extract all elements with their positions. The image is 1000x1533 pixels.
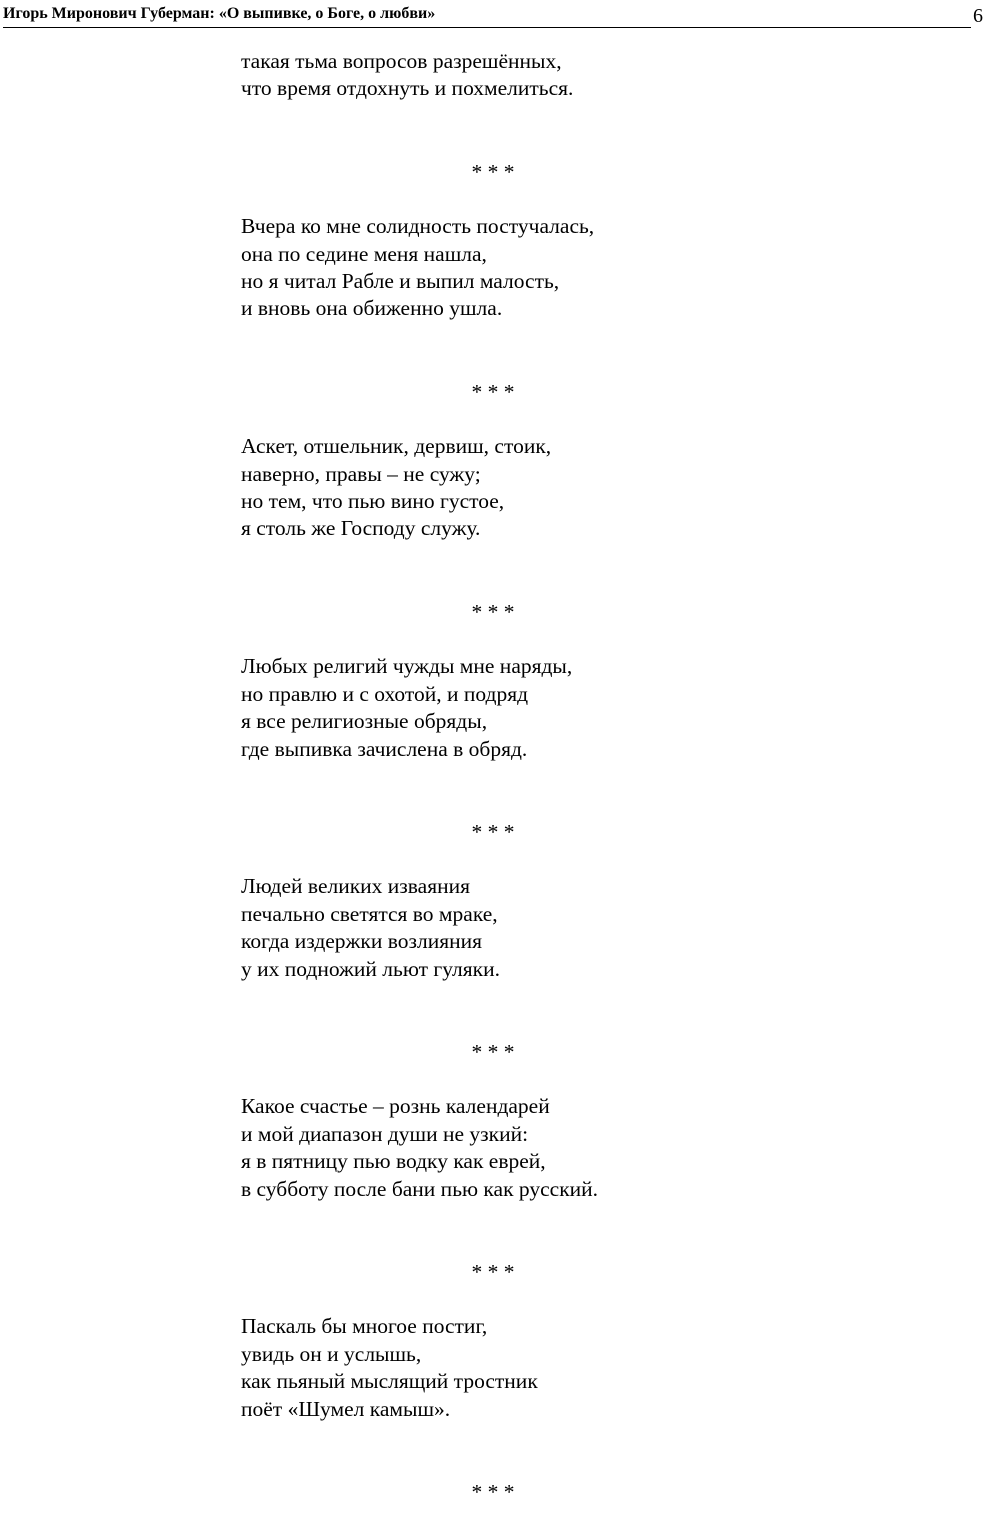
verse-line: Людей великих изваяния xyxy=(241,874,470,899)
stanza xyxy=(241,873,921,983)
stanza-separator: * * * xyxy=(471,819,515,844)
verse-line: увидь он и услышь, xyxy=(241,1341,422,1366)
verse-line: я все религиозные обряды, xyxy=(241,709,488,734)
stanza-separator: * * * xyxy=(471,379,515,404)
verse-line: но я читал Рабле и выпил малость, xyxy=(241,269,560,294)
stanza xyxy=(241,653,921,763)
verse-line: как пьяный мыслящий тростник xyxy=(241,1369,538,1394)
verse-line: я в пятницу пью водку как еврей, xyxy=(241,1149,546,1174)
verse-line: наверно, правы – не сужу; xyxy=(241,461,481,486)
stanza xyxy=(241,213,921,323)
stanza-separator: * * * xyxy=(471,599,515,624)
stanza xyxy=(241,1313,921,1423)
verse-line: но правлю и с охотой, и подряд xyxy=(241,681,529,706)
verse-line: у их подножий льют гуляки. xyxy=(241,956,500,981)
verse-line: поёт «Шумел камыш». xyxy=(241,1396,451,1421)
verse-line: такая тьма вопросов разрешённых, xyxy=(241,49,562,73)
verse-line: и мой диапазон души не узкий: xyxy=(241,1121,529,1146)
verse-line: Паскаль бы многое постиг, xyxy=(241,1314,488,1339)
stanza-separator: * * * xyxy=(471,1480,515,1504)
verse-line: что время отдохнуть и похмелиться. xyxy=(241,76,574,101)
verse-line: Аскет, отшельник, дервиш, стоик, xyxy=(241,434,552,459)
verse-line: она по седине меня нашла, xyxy=(241,241,487,266)
stanza-separator: * * * xyxy=(471,159,515,184)
verse-line: в субботу после бани пью как русский. xyxy=(241,1176,599,1201)
verse-line: когда издержки возлияния xyxy=(241,929,483,954)
page-number: 6 xyxy=(973,5,983,27)
verse-line: Любых религий чужды мне наряды, xyxy=(241,654,573,679)
verse-line: где выпивка зачислена в обряд. xyxy=(241,736,528,761)
running-header xyxy=(3,4,971,28)
header-title: Игорь Миронович Губерман: «О выпивке, о Боге, о любви» xyxy=(3,5,436,22)
verse-line: и вновь она обиженно ушла. xyxy=(241,296,503,321)
verse-line: я столь же Господу служу. xyxy=(241,516,481,541)
stanza xyxy=(241,433,921,543)
stanza xyxy=(241,1093,921,1203)
poem-body xyxy=(241,48,921,1533)
stanza-separator: * * * xyxy=(471,1039,515,1064)
stanza xyxy=(241,48,921,103)
verse-line: Вчера ко мне солидность постучалась, xyxy=(241,214,595,239)
verse-line: Какое счастье – рознь календарей xyxy=(241,1094,550,1119)
verse-line: печально светятся во мраке, xyxy=(241,901,498,926)
verse-line: но тем, что пью вино густое, xyxy=(241,489,505,514)
stanza-separator: * * * xyxy=(471,1259,515,1284)
